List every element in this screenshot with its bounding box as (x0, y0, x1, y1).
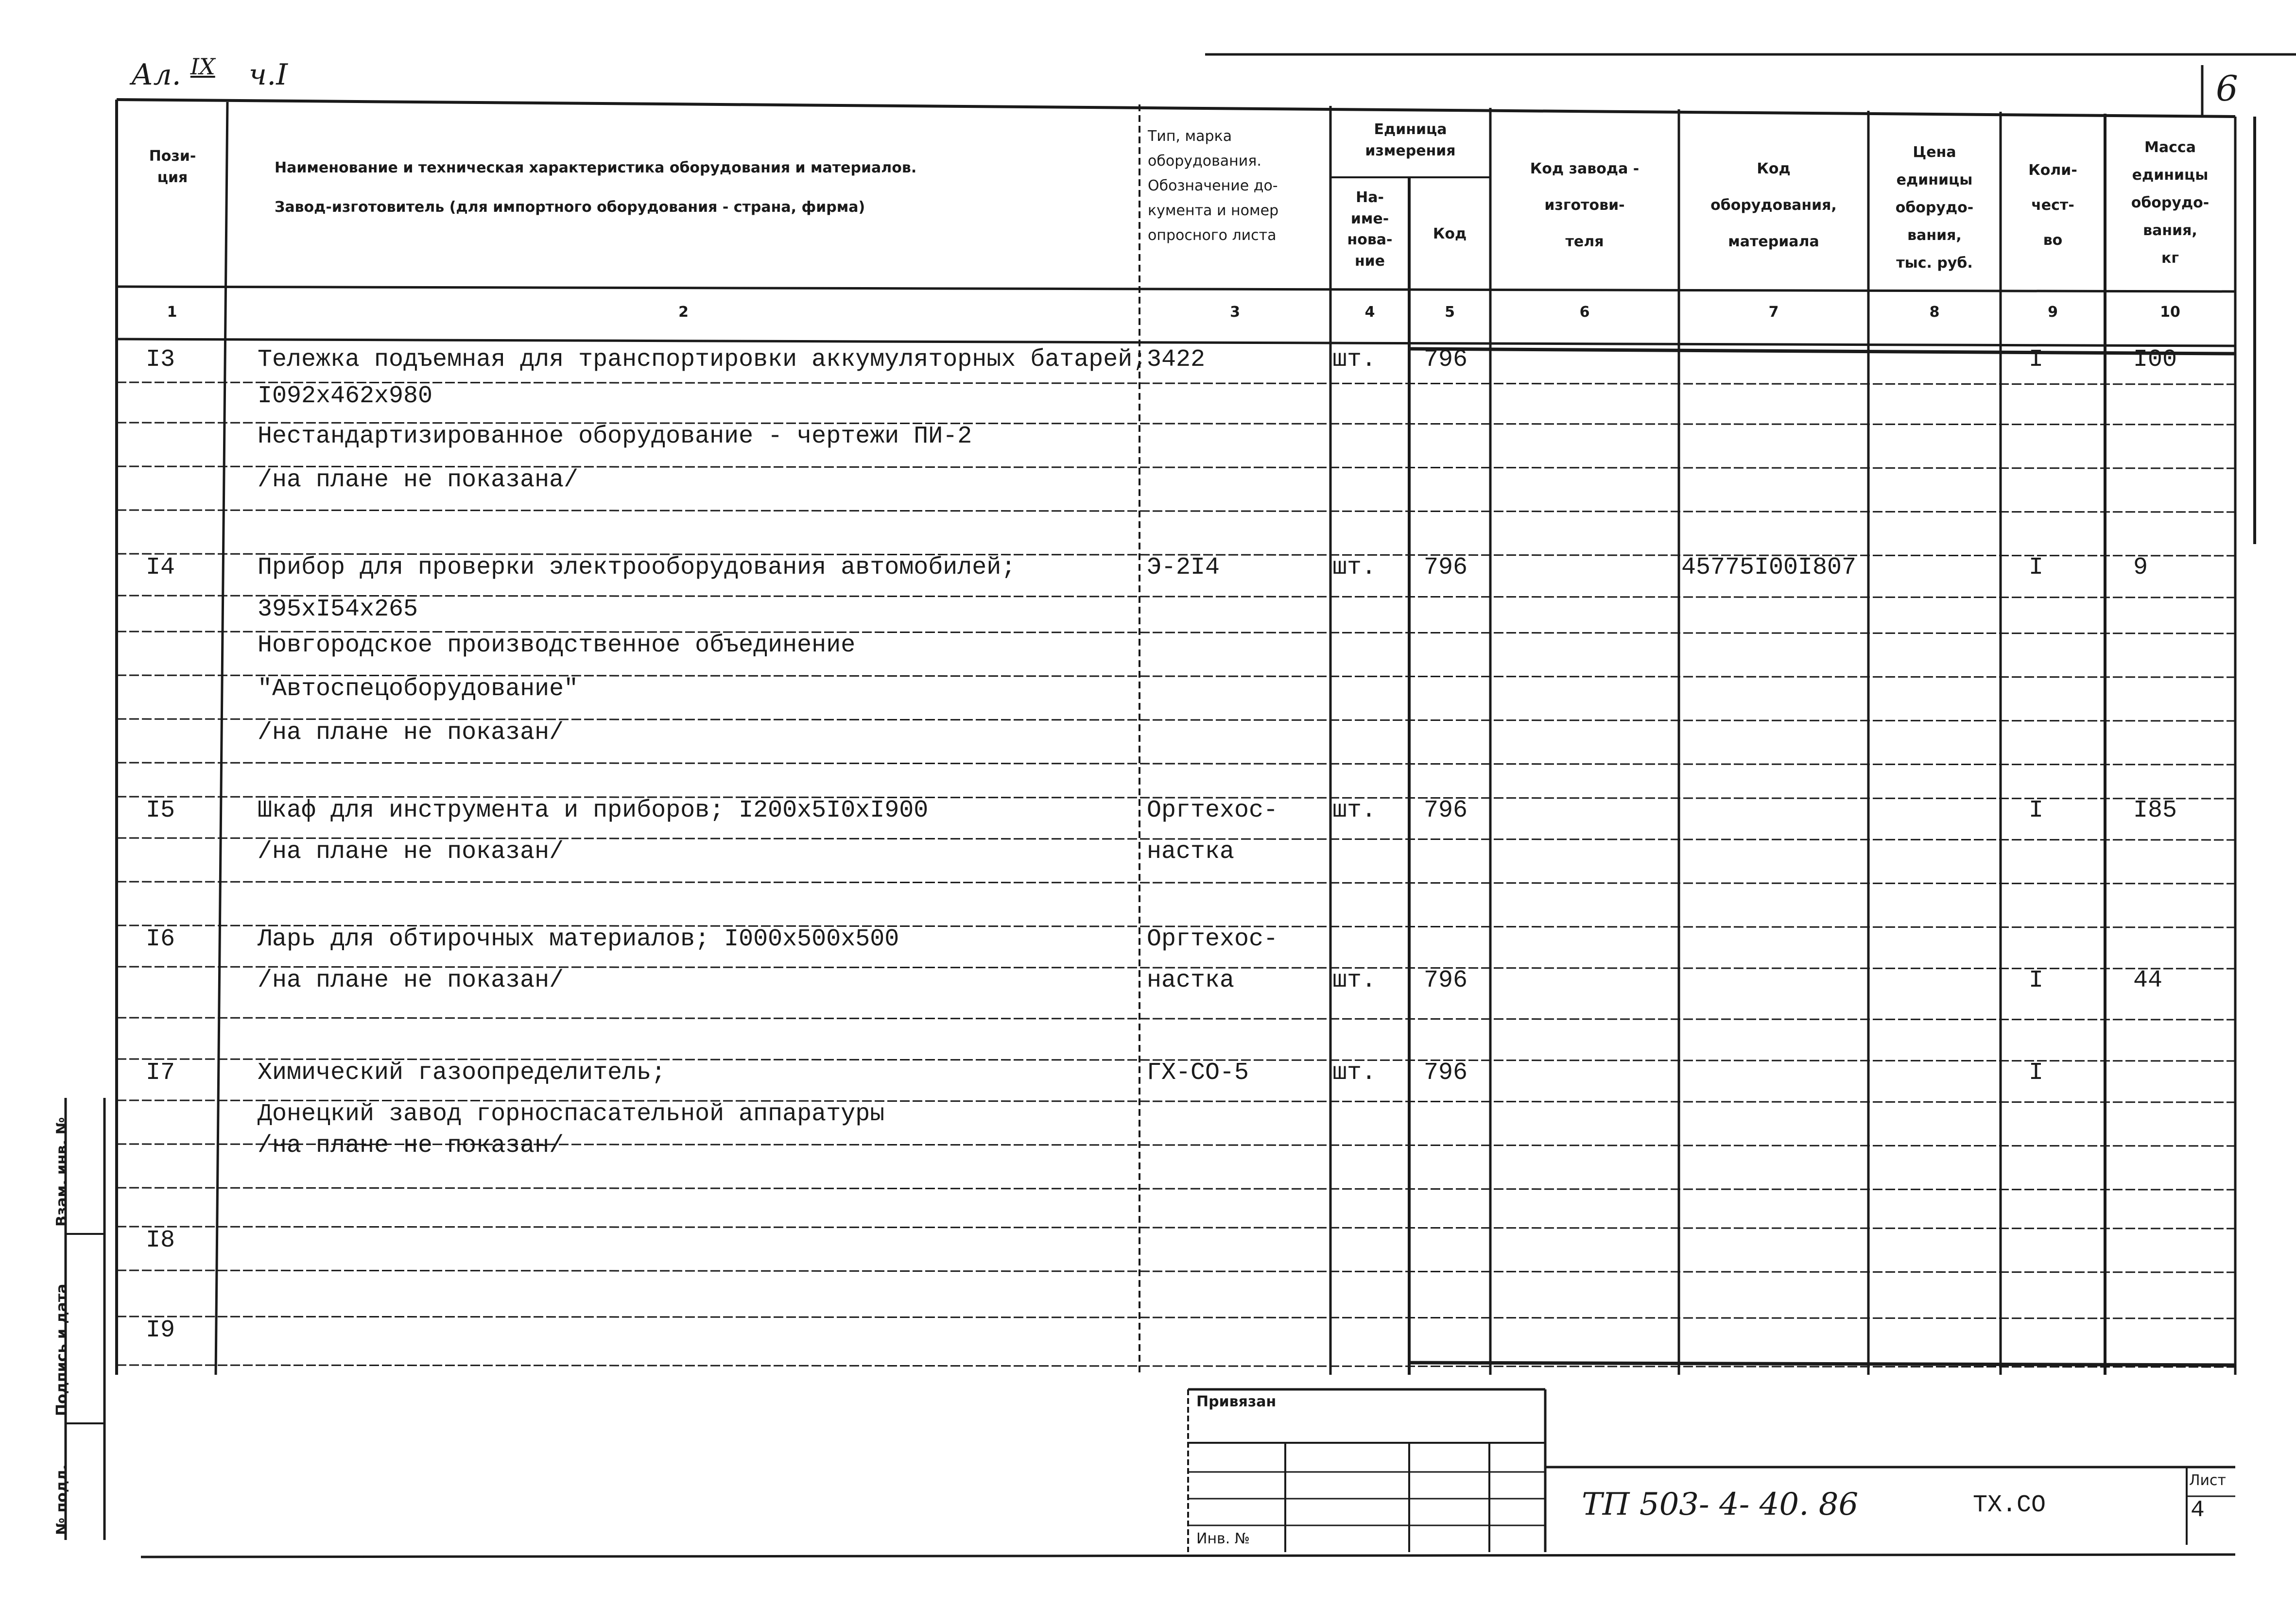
stamp-privyazan: Привязан (1196, 1393, 1277, 1410)
column-number: 7 (1768, 304, 1779, 321)
cell-name: "Автоспецоборудование" (258, 675, 579, 703)
cell-unit-code: 796 (1424, 967, 1468, 994)
stamp-inv-no: Инв. № (1196, 1530, 1250, 1547)
cell-quantity: I (2029, 554, 2044, 581)
cell-unit: шт. (1332, 346, 1377, 374)
cell-unit: шт. (1332, 1059, 1377, 1087)
header-mass: Масса единицы оборудо- вания, кг (2131, 139, 2210, 267)
cell-position: I7 (146, 1059, 175, 1087)
cell-name: /на плане не показана/ (258, 466, 579, 494)
side-label-inv-vzam: Взам. инв. № (53, 1117, 70, 1227)
column-number: 9 (2048, 304, 2058, 321)
cell-name: Тележка подъемная для транспортировки аккумуляторных батарей; (258, 346, 1147, 374)
cell-quantity: I (2029, 967, 2044, 994)
header-name: Наименование и техническая характеристика оборудования и материалов. Завод-изготовитель (для импортного оборудования - страна, фирма) (275, 159, 917, 216)
cell-unit: шт. (1332, 554, 1377, 581)
column-number: 8 (1929, 304, 1940, 321)
cell-position: I8 (146, 1227, 175, 1254)
stamp-designation: ТП 503- 4- 40. 86 (1582, 1487, 1859, 1522)
header-unit-name: На- име- нова- ние (1347, 189, 1393, 270)
cell-position: I6 (146, 925, 175, 953)
side-label-inv-podl: № подл. (53, 1464, 70, 1535)
column-number: 4 (1364, 304, 1375, 321)
header-price: Цена единицы оборудо- вания, тыс. руб. (1895, 144, 1974, 272)
cell-quantity: I (2029, 1059, 2044, 1087)
cell-name: Новгородское производственное объединение (258, 632, 856, 659)
header-unit-group: Единица измерения (1365, 121, 1456, 159)
column-number: 6 (1579, 304, 1590, 321)
cell-position: I5 (146, 797, 175, 824)
cell-mass: 9 (2133, 554, 2148, 581)
cell-type: Э-2I4 (1147, 554, 1220, 581)
cell-type: ГХ-СО-5 (1147, 1059, 1249, 1087)
header-position: Пози- ция (149, 148, 196, 186)
cell-position: I3 (146, 346, 175, 374)
header-quantity: Коли- чест- во (2028, 162, 2077, 249)
cell-name: Ларь для обтирочных материалов; I000x500x500 (258, 925, 899, 953)
cell-name: /на плане не показан/ (258, 1132, 564, 1160)
side-label-sign-date: Подпись и дата (53, 1283, 70, 1416)
album-label: Ал. (131, 58, 181, 92)
cell-name: /на плане не показан/ (258, 719, 564, 747)
header-unit-code: Код (1433, 225, 1467, 242)
stamp-sheet-label: Лист (2189, 1472, 2227, 1489)
cell-type: настка (1147, 838, 1235, 866)
column-number: 1 (167, 304, 177, 321)
cell-type: 3422 (1147, 346, 1206, 374)
column-number: 10 (2160, 304, 2180, 321)
header-factory-code: Код завода - изготови- теля (1530, 160, 1640, 250)
cell-unit-code: 796 (1424, 346, 1468, 374)
header-equipment-code: Код оборудования, материала (1710, 160, 1837, 250)
cell-name: Донецкий завод горноспасательной аппаратуры (258, 1100, 885, 1128)
cell-quantity: I (2029, 797, 2044, 824)
column-number: 3 (1230, 304, 1240, 321)
cell-name: I092x462x980 (258, 382, 433, 410)
cell-name: Нестандартизированное оборудование - чертежи ПИ-2 (258, 423, 972, 450)
cell-name: Шкаф для инструмента и приборов; I200x5I0xI900 (258, 797, 929, 824)
cell-type: Оргтехос- (1147, 797, 1278, 824)
stamp-sheet-number: 4 (2191, 1497, 2205, 1523)
cell-type: Оргтехос- (1147, 925, 1278, 953)
column-number: 2 (678, 304, 689, 321)
stamp-doc-code: ТХ.СО (1973, 1491, 2046, 1519)
cell-name: 395xI54x265 (258, 596, 418, 623)
cell-type: настка (1147, 967, 1235, 994)
cell-unit-code: 796 (1424, 1059, 1468, 1087)
cell-equipment-code: 45775I00I807 (1681, 554, 1857, 581)
cell-position: I4 (146, 554, 175, 581)
album-mark (131, 53, 288, 92)
cell-name: /на плане не показан/ (258, 967, 564, 994)
header-type: Тип, марка оборудования. Обозначение до- кумента и номер опросного листа (1148, 128, 1279, 244)
album-number: IX (190, 53, 215, 80)
cell-name: /на плане не показан/ (258, 838, 564, 866)
cell-unit-code: 796 (1424, 797, 1468, 824)
cell-quantity: I (2029, 346, 2044, 374)
cell-unit-code: 796 (1424, 554, 1468, 581)
cell-mass: I85 (2133, 797, 2177, 824)
sheet-corner-number: 6 (2216, 68, 2238, 109)
column-number: 5 (1445, 304, 1455, 321)
cell-unit: шт. (1332, 797, 1377, 824)
part-label: ч.I (248, 58, 288, 92)
cell-name: Химический газоопределитель; (258, 1059, 666, 1087)
cell-mass: 44 (2133, 967, 2163, 994)
cell-mass: I00 (2133, 346, 2177, 374)
cell-position: I9 (146, 1316, 175, 1344)
cell-unit: шт. (1332, 967, 1377, 994)
cell-name: Прибор для проверки электрооборудования автомобилей; (258, 554, 1016, 581)
